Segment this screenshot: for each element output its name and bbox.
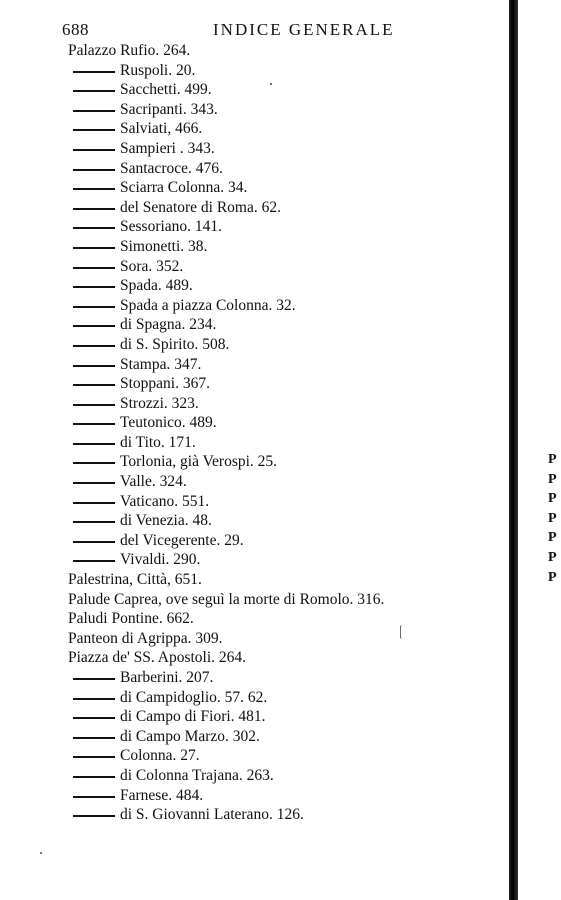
entry-text: Sciarra Colonna. 34.	[120, 179, 248, 197]
ditto-dash	[73, 71, 115, 73]
index-subentry	[68, 492, 508, 512]
entry-text: Valle. 324.	[120, 473, 187, 491]
ditto-dash	[73, 169, 115, 171]
ditto-dash	[73, 129, 115, 131]
entry-text: Santacroce. 476.	[120, 159, 223, 177]
index-subentry	[68, 805, 508, 825]
ditto-dash	[73, 560, 115, 562]
entry-text: Barberini. 207.	[120, 669, 214, 686]
ditto-dash	[73, 384, 115, 386]
ditto-dash	[73, 796, 115, 798]
ditto-dash	[73, 110, 115, 112]
edge-letter: P	[548, 471, 557, 487]
index-subentry	[68, 178, 508, 198]
entry-text: Torlonia, già Verospi. 25.	[120, 453, 278, 471]
entry-text: Palestrina, Città, 651.	[68, 571, 202, 589]
entry-text: Palazzo Rufio. 264.	[68, 42, 191, 59]
ditto-dash	[73, 521, 115, 523]
ditto-dash	[73, 698, 115, 700]
index-subentry	[68, 550, 508, 570]
entry-text: di Campidoglio. 57. 62.	[120, 688, 268, 706]
entry-text: Panteon di Agrippa. 309.	[68, 629, 223, 647]
entry-text: Teutonico. 489.	[120, 414, 217, 432]
entry-text: di Tito. 171.	[120, 433, 196, 451]
entry-text: di Colonna Trajana. 263.	[120, 766, 274, 784]
entry-text: Spada a piazza Colonna. 32.	[120, 296, 296, 314]
index-subentry	[68, 198, 508, 218]
ditto-dash	[73, 267, 115, 269]
entry-text: Colonna. 27.	[120, 747, 200, 765]
index-subentry	[68, 61, 508, 81]
index-subentry	[68, 452, 508, 472]
edge-letter: P	[548, 510, 557, 526]
entry-text: Sacchetti. 499.	[120, 81, 212, 99]
index-subentry	[68, 100, 508, 120]
index-subentry	[68, 786, 508, 806]
ditto-dash	[73, 90, 115, 92]
entry-text: di Campo di Fiori. 481.	[120, 708, 266, 726]
index-subentry	[68, 707, 508, 727]
entry-text: Stampa. 347.	[120, 355, 202, 373]
entry-text: di Spagna. 234.	[120, 316, 217, 334]
ditto-dash	[73, 462, 115, 464]
index-subentry	[68, 237, 508, 257]
edge-letter: P	[548, 530, 557, 546]
ditto-dash	[73, 325, 115, 327]
ditto-dash	[73, 776, 115, 778]
edge-letter: P	[548, 549, 557, 565]
entry-text: Farnese. 484.	[120, 786, 204, 804]
entry-text: Strozzi. 323.	[120, 394, 199, 412]
ditto-dash	[73, 149, 115, 151]
index-subentry	[68, 766, 508, 786]
index-subentry	[68, 217, 508, 237]
paper-speck	[400, 625, 404, 639]
entry-text: del Vicegerente. 29.	[120, 531, 244, 549]
index-subentry	[68, 139, 508, 159]
edge-letter: P	[548, 491, 557, 507]
ditto-dash	[73, 345, 115, 347]
index-subentry	[68, 257, 508, 277]
index-entry	[68, 41, 508, 61]
entry-text: Sacripanti. 343.	[120, 100, 218, 118]
ditto-dash	[73, 482, 115, 484]
edge-letter: P	[548, 569, 557, 585]
index-subentry	[68, 531, 508, 551]
ditto-dash	[73, 423, 115, 425]
entry-text: di Campo Marzo. 302.	[120, 727, 260, 745]
ditto-dash	[73, 678, 115, 680]
facing-page-edge	[548, 450, 561, 587]
index-subentry	[68, 413, 508, 433]
index-subentry	[68, 394, 508, 414]
book-gutter	[509, 0, 518, 900]
index-subentry	[68, 511, 508, 531]
index-entry	[68, 590, 508, 610]
entry-text: Palude Caprea, ove seguì la morte di Romolo. 316.	[68, 590, 385, 608]
paper-speck	[40, 852, 42, 854]
ditto-dash	[73, 737, 115, 739]
entry-text: di S. Giovanni Laterano. 126.	[120, 806, 304, 824]
ditto-dash	[73, 502, 115, 504]
ditto-dash	[73, 365, 115, 367]
index-subentry	[68, 315, 508, 335]
entry-text: Sampieri . 343.	[120, 139, 215, 157]
entry-text: Sessoriano. 141.	[120, 218, 223, 236]
index-subentry	[68, 746, 508, 766]
index-subentry	[68, 688, 508, 708]
index-entry	[68, 609, 508, 629]
index-subentry	[68, 80, 508, 100]
index-entry	[68, 648, 508, 668]
index-entry	[68, 629, 508, 649]
ditto-dash	[73, 208, 115, 210]
entry-text: Spada. 489.	[120, 277, 193, 295]
entry-text: Vaticano. 551.	[120, 492, 210, 510]
index-entries	[68, 41, 508, 825]
paper-speck	[270, 83, 272, 85]
entry-text: Ruspoli. 20.	[120, 61, 196, 79]
entry-text: Sora. 352.	[120, 257, 184, 275]
ditto-dash	[73, 247, 115, 249]
ditto-dash	[73, 541, 115, 543]
index-subentry	[68, 159, 508, 179]
entry-text: Simonetti. 38.	[120, 237, 208, 255]
index-entry	[68, 570, 508, 590]
index-subentry	[68, 472, 508, 492]
page-number: 688	[62, 20, 89, 39]
index-subentry	[68, 374, 508, 394]
ditto-dash	[73, 286, 115, 288]
index-subentry	[68, 355, 508, 375]
entry-text: di S. Spirito. 508.	[120, 335, 230, 353]
index-subentry	[68, 119, 508, 139]
edge-letter: P	[548, 452, 557, 467]
index-subentry	[68, 335, 508, 355]
ditto-dash	[73, 404, 115, 406]
entry-text: Piazza de' SS. Apostoli. 264.	[68, 649, 247, 667]
ditto-dash	[73, 306, 115, 308]
index-subentry	[68, 296, 508, 316]
entry-text: del Senatore di Roma. 62.	[120, 198, 281, 216]
ditto-dash	[73, 227, 115, 229]
ditto-dash	[73, 443, 115, 445]
entry-text: Stoppani. 367.	[120, 375, 210, 393]
index-subentry	[68, 276, 508, 296]
entry-text: di Venezia. 48.	[120, 512, 212, 530]
ditto-dash	[73, 717, 115, 719]
entry-text: Paludi Pontine. 662.	[68, 610, 194, 628]
ditto-dash	[73, 815, 115, 817]
index-subentry	[68, 433, 508, 453]
index-subentry	[68, 668, 508, 688]
index-subentry	[68, 727, 508, 747]
entry-text: Vivaldi. 290.	[120, 551, 201, 569]
running-head: INDICE GENERALE	[213, 20, 395, 39]
entry-text: Salviati, 466.	[120, 120, 203, 138]
ditto-dash	[73, 756, 115, 758]
ditto-dash	[73, 188, 115, 190]
